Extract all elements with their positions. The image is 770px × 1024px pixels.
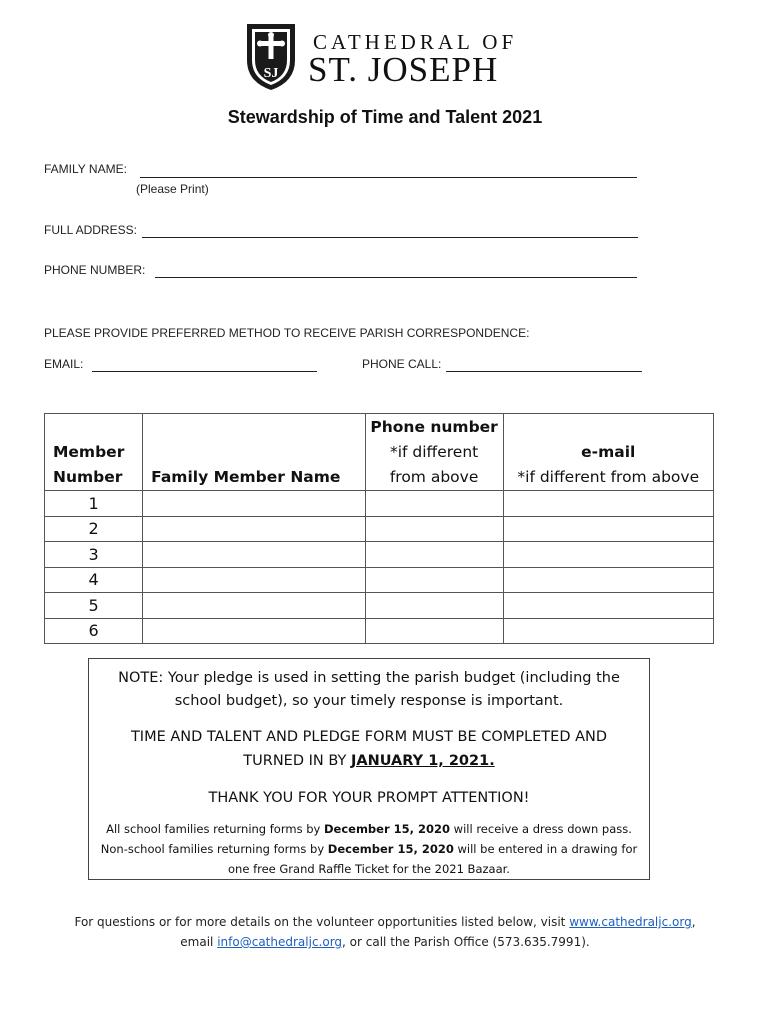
school-note-a-text2: will receive a dress down pass. [450, 822, 632, 836]
page-title: Stewardship of Time and Talent 2021 [227, 107, 543, 127]
phone-number-label: PHONE NUMBER: [44, 263, 146, 277]
member-email-cell[interactable] [503, 491, 713, 517]
footer-phone-text: , or call the Parish Office (573.635.7991). [342, 935, 590, 949]
table-row [45, 618, 714, 644]
member-name-cell[interactable] [143, 516, 366, 542]
phone-number-field[interactable] [155, 277, 637, 278]
parish-shield-logo [243, 20, 299, 92]
email-label: EMAIL: [44, 357, 84, 371]
school-note-b-text1: Non-school families returning forms by [100, 842, 328, 856]
member-name-cell[interactable] [143, 491, 366, 517]
deadline-date: JANUARY 1, 2021. [350, 753, 495, 769]
header-phone-line3: from above [389, 468, 479, 486]
member-phone-cell[interactable] [365, 593, 503, 619]
header-family-member-name [143, 414, 366, 491]
member-name-cell[interactable] [143, 618, 366, 644]
member-name-cell[interactable] [143, 542, 366, 568]
member-email-cell[interactable] [503, 567, 713, 593]
phone-call-field[interactable] [446, 371, 642, 372]
budget-note: NOTE: Your pledge is used in setting the parish budget (including the school budget), so your timely response is important. [118, 670, 620, 709]
family-name-hint: (Please Print) [136, 182, 209, 196]
table-row [45, 516, 714, 542]
member-name-cell[interactable] [143, 593, 366, 619]
member-number-cell: 3 [45, 542, 143, 568]
family-member-table [44, 413, 714, 644]
header-member-number [45, 414, 143, 491]
member-number-cell: 6 [45, 618, 143, 644]
phone-call-label: PHONE CALL: [362, 357, 442, 371]
email-link[interactable]: info@cathedraljc.org [217, 935, 343, 949]
header-member-number-line1: Member [53, 443, 125, 461]
family-name-field[interactable] [140, 177, 637, 178]
school-note-b-date: December 15, 2020 [327, 842, 454, 856]
header-phone-number [365, 414, 503, 491]
school-note-b-text2: will be entered in a drawing for one free Grand Raffle Ticket for the 2021 Bazaar. [228, 842, 638, 876]
family-name-label: FAMILY NAME: [44, 162, 127, 176]
member-phone-cell[interactable] [365, 516, 503, 542]
table-header-row [45, 414, 714, 491]
header-member-number-line2: Number [53, 468, 123, 486]
footer-text: For questions or for more details on the volunteer opportunities listed below, visit [74, 915, 570, 929]
footer-email-prefix: email [180, 935, 218, 949]
member-phone-cell[interactable] [365, 491, 503, 517]
school-note-a-date: December 15, 2020 [323, 822, 451, 836]
member-email-cell[interactable] [503, 593, 713, 619]
member-number-cell: 2 [45, 516, 143, 542]
member-number-cell: 4 [45, 567, 143, 593]
svg-text:SJ: SJ [263, 66, 279, 81]
member-name-cell[interactable] [143, 567, 366, 593]
school-note-a-text1: All school families returning forms by [106, 822, 324, 836]
website-link[interactable]: www.cathedraljc.org [569, 915, 692, 929]
table-row [45, 567, 714, 593]
logo-text-st-joseph: ST. JOSEPH [308, 50, 499, 89]
member-phone-cell[interactable] [365, 542, 503, 568]
logo-text-cathedral-of: CATHEDRAL OF [313, 30, 518, 54]
contact-footer [0, 912, 770, 952]
header-email-line2: *if different from above [517, 468, 700, 486]
member-number-cell: 1 [45, 491, 143, 517]
full-address-field[interactable] [142, 237, 638, 238]
pledge-note-box [88, 658, 650, 880]
member-email-cell[interactable] [503, 618, 713, 644]
header-phone-line2: *if different [389, 443, 479, 461]
email-field[interactable] [92, 371, 317, 372]
header-phone-line1: Phone number [370, 418, 498, 436]
member-phone-cell[interactable] [365, 618, 503, 644]
correspondence-prompt: PLEASE PROVIDE PREFERRED METHOD TO RECEIVE PARISH CORRESPONDENCE: [44, 326, 530, 340]
school-families-note [95, 819, 643, 879]
header-email [503, 414, 713, 491]
member-phone-cell[interactable] [365, 567, 503, 593]
member-email-cell[interactable] [503, 516, 713, 542]
header-family-member-name-text: Family Member Name [151, 468, 341, 486]
thank-you-note: THANK YOU FOR YOUR PROMPT ATTENTION! [208, 790, 530, 806]
full-address-label: FULL ADDRESS: [44, 223, 137, 237]
member-number-cell: 5 [45, 593, 143, 619]
table-row [45, 542, 714, 568]
table-row [45, 593, 714, 619]
table-row [45, 491, 714, 517]
deadline-note-text: TIME AND TALENT AND PLEDGE FORM MUST BE COMPLETED AND TURNED IN BY [130, 729, 608, 769]
header-email-line1: e-mail [581, 443, 636, 461]
member-email-cell[interactable] [503, 542, 713, 568]
footer-comma: , [691, 915, 696, 929]
deadline-note [99, 725, 639, 773]
